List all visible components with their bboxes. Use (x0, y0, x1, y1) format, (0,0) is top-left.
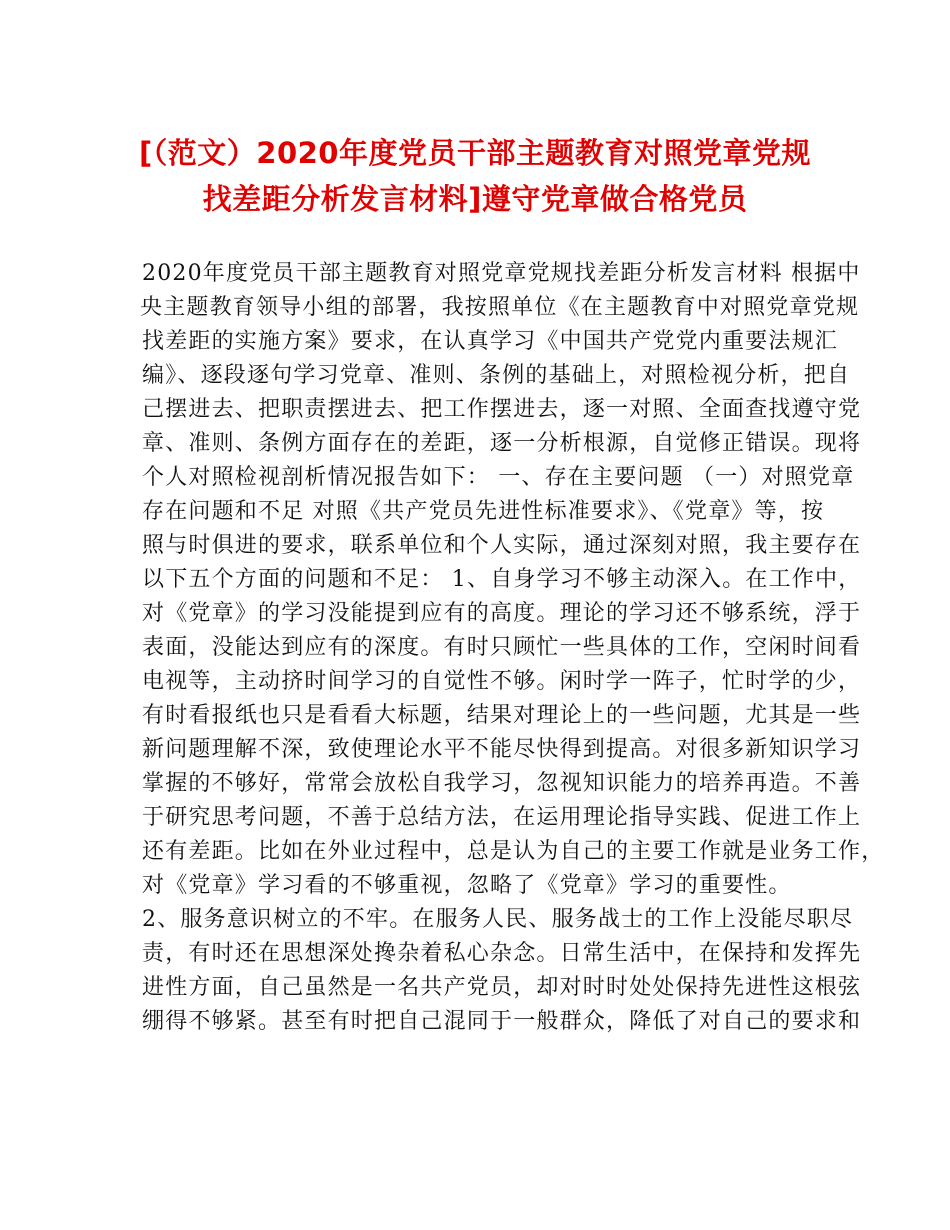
body-line: 还有差距。比如在外业过程中，总是认为自己的主要工作就是业务工作， (142, 839, 885, 864)
body-line: 存在问题和不足 对照《共产党员先进性标准要求》、《党章》等，按 (142, 499, 825, 524)
document-title-line-1: [（范文）2020年度党员干部主题教育对照党章党规 (139, 136, 811, 170)
body-line: 章、准则、条例方面存在的差距，逐一分析根源，自觉修正错误。现将 (142, 431, 862, 456)
body-line: 掌握的不够好，常常会放松自我学习，忽视知识能力的培养再造。不善 (142, 771, 862, 796)
body-line: 以下五个方面的问题和不足： 1、自身学习不够主动深入。在工作中， (142, 567, 862, 592)
body-line: 找差距的实施方案》要求，在认真学习《中国共产党党内重要法规汇 (142, 329, 839, 354)
body-line: 2020年度党员干部主题教育对照党章党规找差距分析发言材料 根据中 (142, 261, 861, 286)
body-line: 表面，没能达到应有的深度。有时只顾忙一些具体的工作，空闲时间看 (142, 635, 862, 660)
body-line: 编》、逐段逐句学习党章、准则、条例的基础上，对照检视分析，把自 (142, 363, 851, 388)
body-line: 照与时俱进的要求，联系单位和个人实际，通过深刻对照，我主要存在 (142, 533, 862, 558)
body-line: 央主题教育领导小组的部署，我按照单位《在主题教育中对照党章党规 (140, 295, 860, 320)
body-line: 进性方面，自己虽然是一名共产党员，却对时时处处保持先进性这根弦 (142, 975, 862, 1000)
body-line: 电视等，主动挤时间学习的自觉性不够。闲时学一阵子，忙时学的少， (142, 669, 862, 694)
body-line: 2、服务意识树立的不牢。在服务人民、服务战士的工作上没能尽职尽 (142, 907, 854, 932)
body-line: 个人对照检视剖析情况报告如下： 一、存在主要问题 （一）对照党章 (142, 465, 855, 490)
body-line: 己摆进去、把职责摆进去、把工作摆进去，逐一对照、全面查找遵守党 (142, 397, 862, 422)
body-line: 责，有时还在思想深处搀杂着私心杂念。日常生活中，在保持和发挥先 (142, 941, 862, 966)
document-title-line-2: 找差距分析发言材料]遵守党章做合格党员 (202, 182, 748, 216)
body-line: 于研究思考问题，不善于总结方法，在运用理论指导实践、促进工作上 (142, 805, 862, 830)
body-line: 绷得不够紧。甚至有时把自己混同于一般群众，降低了对自己的要求和 (142, 1009, 862, 1034)
body-line: 对《党章》的学习没能提到应有的高度。理论的学习还不够系统，浮于 (142, 601, 862, 626)
document-body (140, 257, 885, 1039)
body-line: 对《党章》学习看的不够重视，忽略了《党章》学习的重要性。 (142, 873, 792, 898)
body-line: 有时看报纸也只是看看大标题，结果对理论上的一些问题，尤其是一些 (142, 703, 862, 728)
body-line: 新问题理解不深，致使理论水平不能尽快得到提高。对很多新知识学习 (142, 737, 862, 762)
